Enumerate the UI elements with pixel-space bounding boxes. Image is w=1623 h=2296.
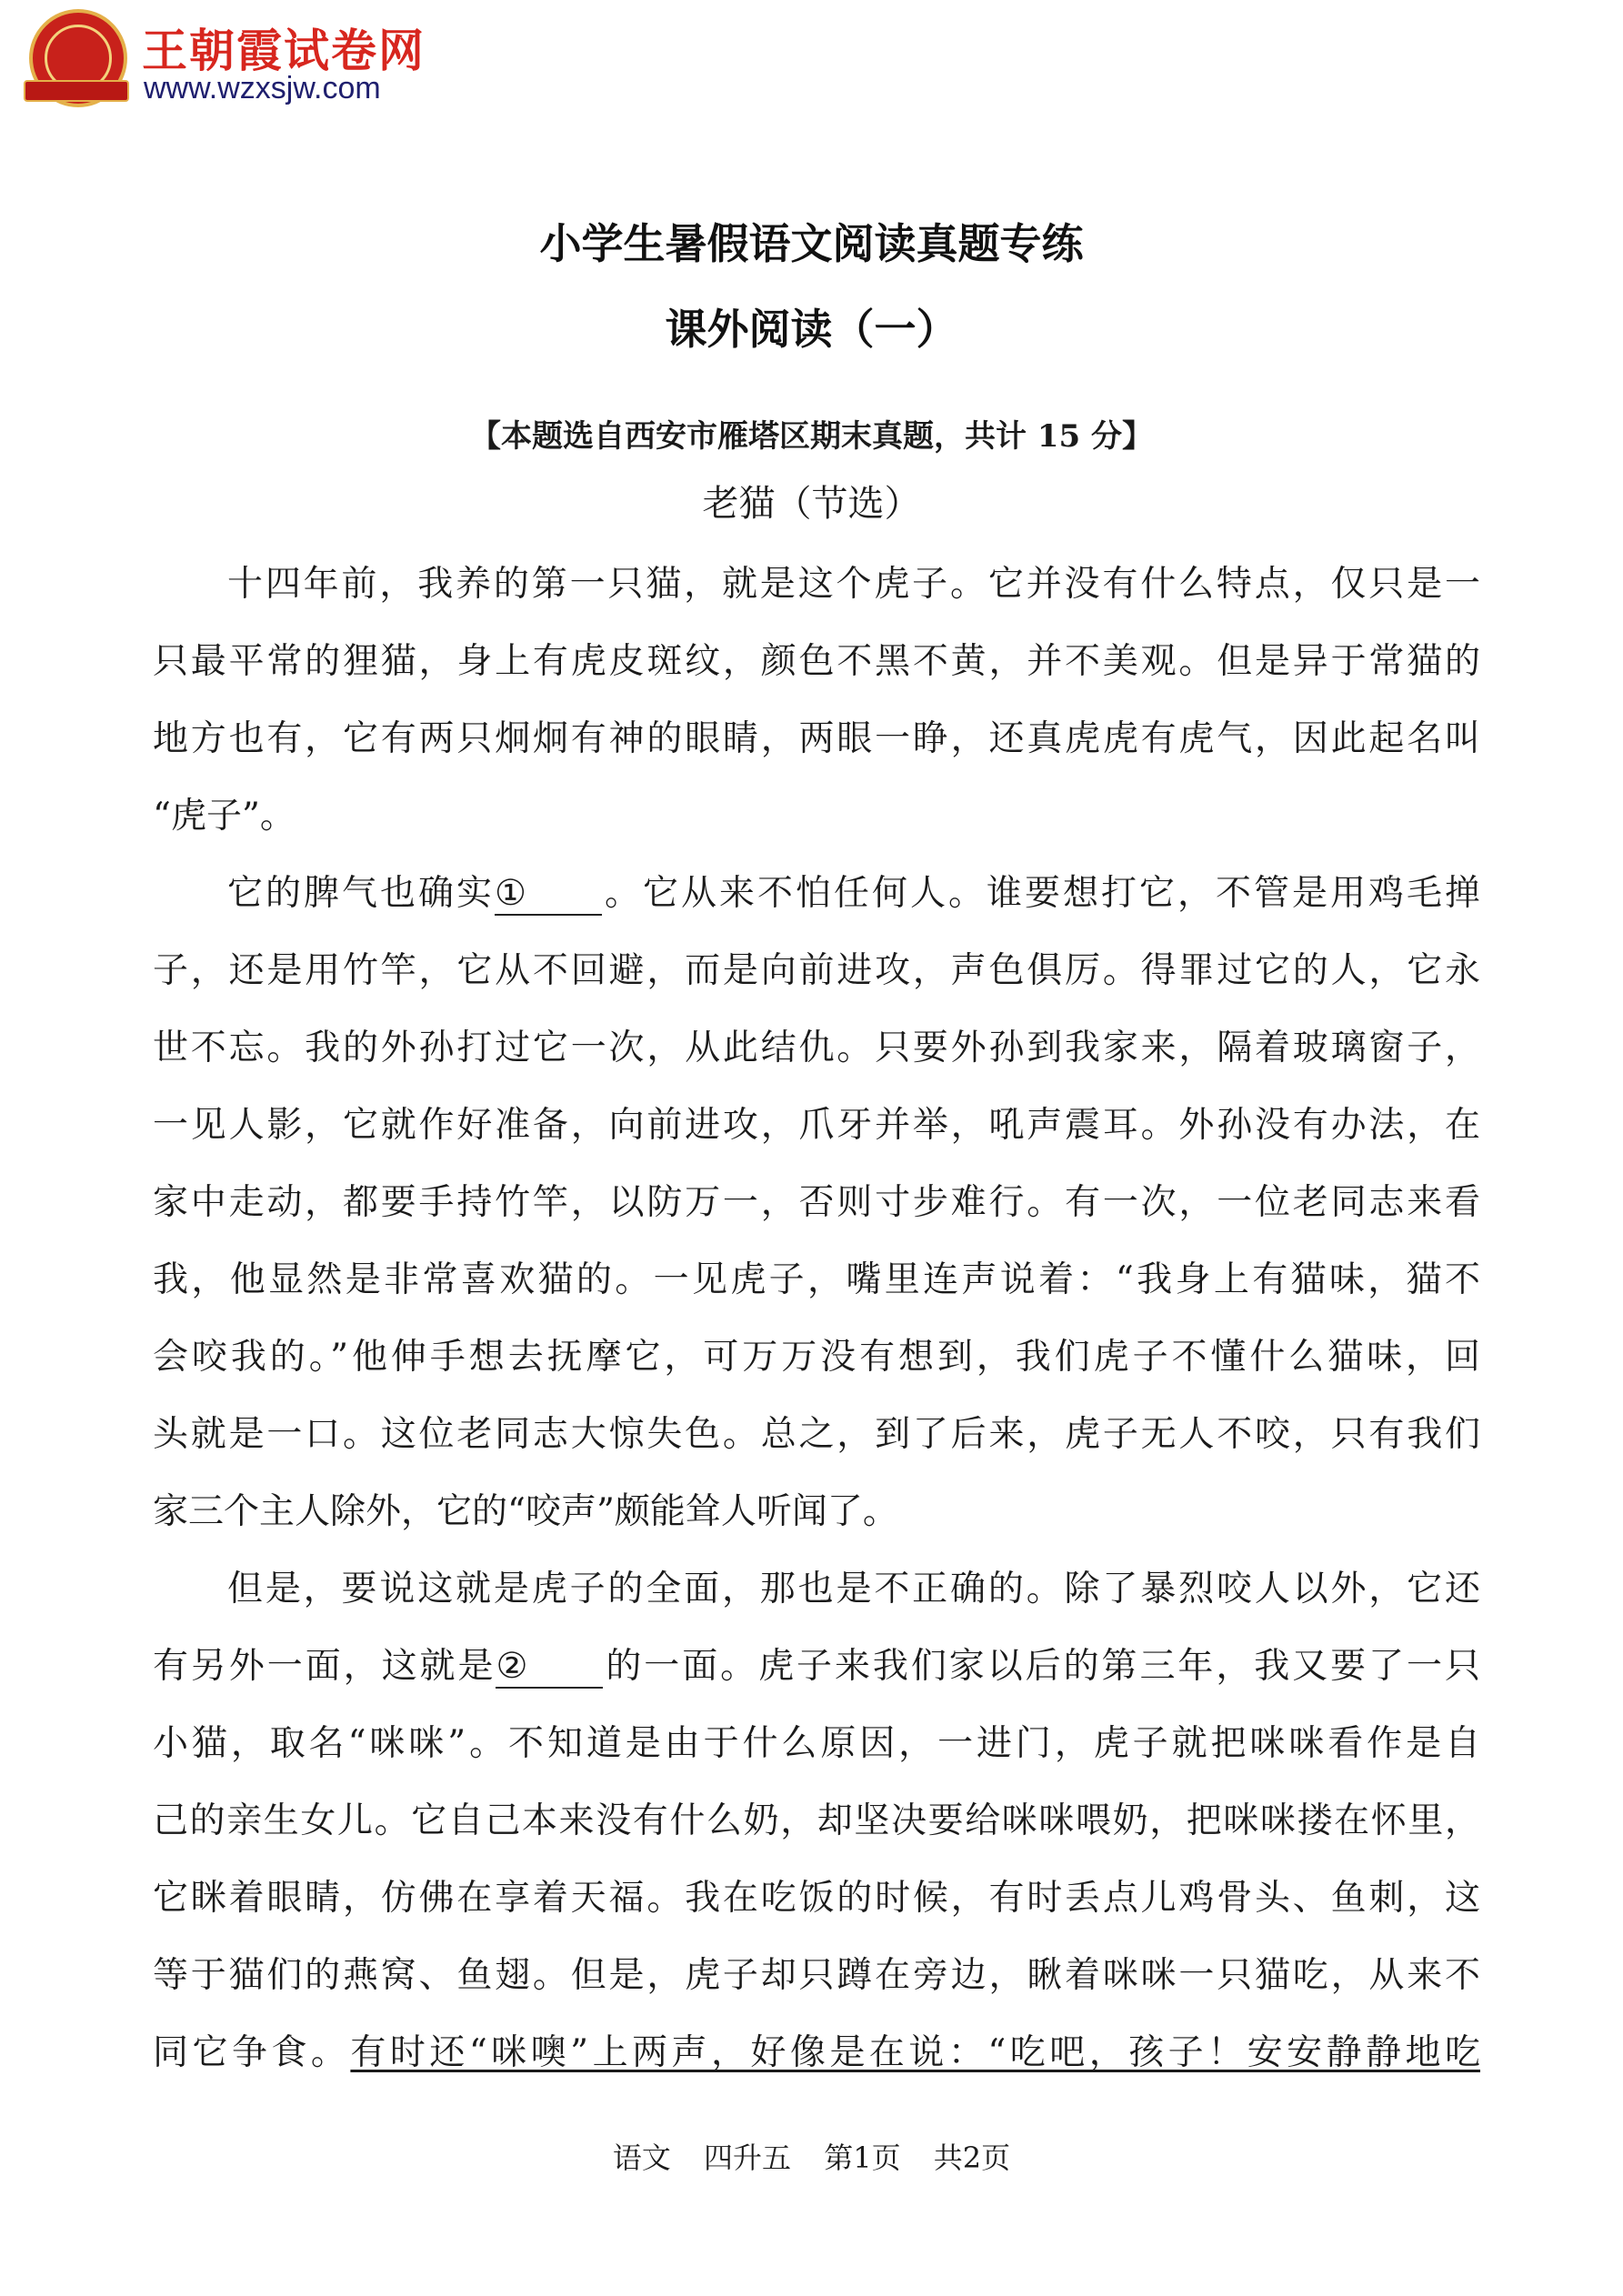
text-line: 十四年前，我养的第一只猫，就是这个虎子。它并没有什么特点，仅只是一 [227, 564, 1480, 605]
page-footer: 语文 四升五 第1页 共2页 [612, 2141, 1011, 2175]
text-line: 子，还是用竹竿，它从不回避，而是向前进攻，声色俱厉。得罪过它的人，它永 [153, 950, 1480, 991]
document-title: 小学生暑假语文阅读真题专练 [539, 219, 1084, 268]
text-line: 我，他显然是非常喜欢猫的。一见虎子，嘴里连声说着：“我身上有猫味，猫不 [153, 1259, 1480, 1300]
answer-blank-1[interactable]: ① [495, 874, 602, 916]
brand-url[interactable]: www.wzxsjw.com [144, 71, 381, 105]
passage-body [153, 546, 1480, 2091]
source-note: 【本题选自西安市雁塔区期末真题，共计 15 分】 [470, 418, 1153, 455]
text-line: “虎子”。 [153, 796, 296, 837]
site-logo[interactable] [24, 4, 424, 113]
text-line: 但是，要说这就是虎子的全面，那也是不正确的。除了暴烈咬人以外，它还 [227, 1569, 1480, 1609]
text-line: 只最平常的狸猫，身上有虎皮斑纹，颜色不黑不黄，并不美观。但是异于常猫的 [153, 641, 1480, 682]
text-line: 等于猫们的燕窝、鱼翅。但是，虎子却只蹲在旁边，瞅着咪咪一只猫吃，从来不 [153, 1955, 1480, 1996]
text-line-with-blank: 有另外一面，这就是② 的一面。虎子来我们家以后的第三年，我又要了一只 [153, 1646, 1480, 1687]
answer-blank-2[interactable]: ② [496, 1647, 603, 1689]
text-line: 小猫，取名“咪咪”。不知道是由于什么原因，一进门，虎子就把咪咪看作是自 [153, 1723, 1480, 1764]
text-line: 家三个主人除外，它的“咬声”颇能耸人听闻了。 [153, 1491, 898, 1532]
text-line: 家中走动，都要手持竹竿，以防万一，否则寸步难行。有一次，一位老同志来看 [153, 1182, 1480, 1223]
text-line: 己的亲生女儿。它自己本来没有什么奶，却坚决要给咪咪喂奶，把咪咪搂在怀里， [153, 1800, 1480, 1841]
text-line: 地方也有，它有两只炯炯有神的眼睛，两眼一睁，还真虎虎有虎气，因此起名叫 [153, 718, 1480, 759]
passage-title: 老猫（节选） [702, 483, 921, 525]
underlined-sentence: 有时还“咪噢”上两声，好像是在说：“吃吧，孩子！安安静静地吃 [350, 2032, 1480, 2073]
text-line: 会咬我的。”他伸手想去抚摩它，可万万没有想到，我们虎子不懂什么猫味，回 [153, 1337, 1480, 1378]
text-line: 它眯着眼睛，仿佛在享着天福。我在吃饭的时候，有时丢点儿鸡骨头、鱼刺，这 [153, 1878, 1480, 1919]
text-line: 世不忘。我的外孙打过它一次，从此结仇。只要外孙到我家来，隔着玻璃窗子， [153, 1028, 1480, 1068]
text-line-underlined: 同它争食。有时还“咪噢”上两声，好像是在说：“吃吧，孩子！安安静静地吃 [153, 2032, 1480, 2073]
seal-ribbon [24, 80, 129, 102]
text-line: 一见人影，它就作好准备，向前进攻，爪牙并举，吼声震耳。外孙没有办法，在 [153, 1105, 1480, 1146]
text-line-with-blank: 它的脾气也确实① 。它从来不怕任何人。谁要想打它，不管是用鸡毛掸 [227, 873, 1480, 914]
brand-name: 王朝霞试卷网 [142, 25, 426, 77]
document-subtitle: 课外阅读（一） [665, 305, 958, 354]
text-line: 头就是一口。这位老同志大惊失色。总之，到了后来，虎子无人不咬，只有我们 [153, 1414, 1480, 1455]
